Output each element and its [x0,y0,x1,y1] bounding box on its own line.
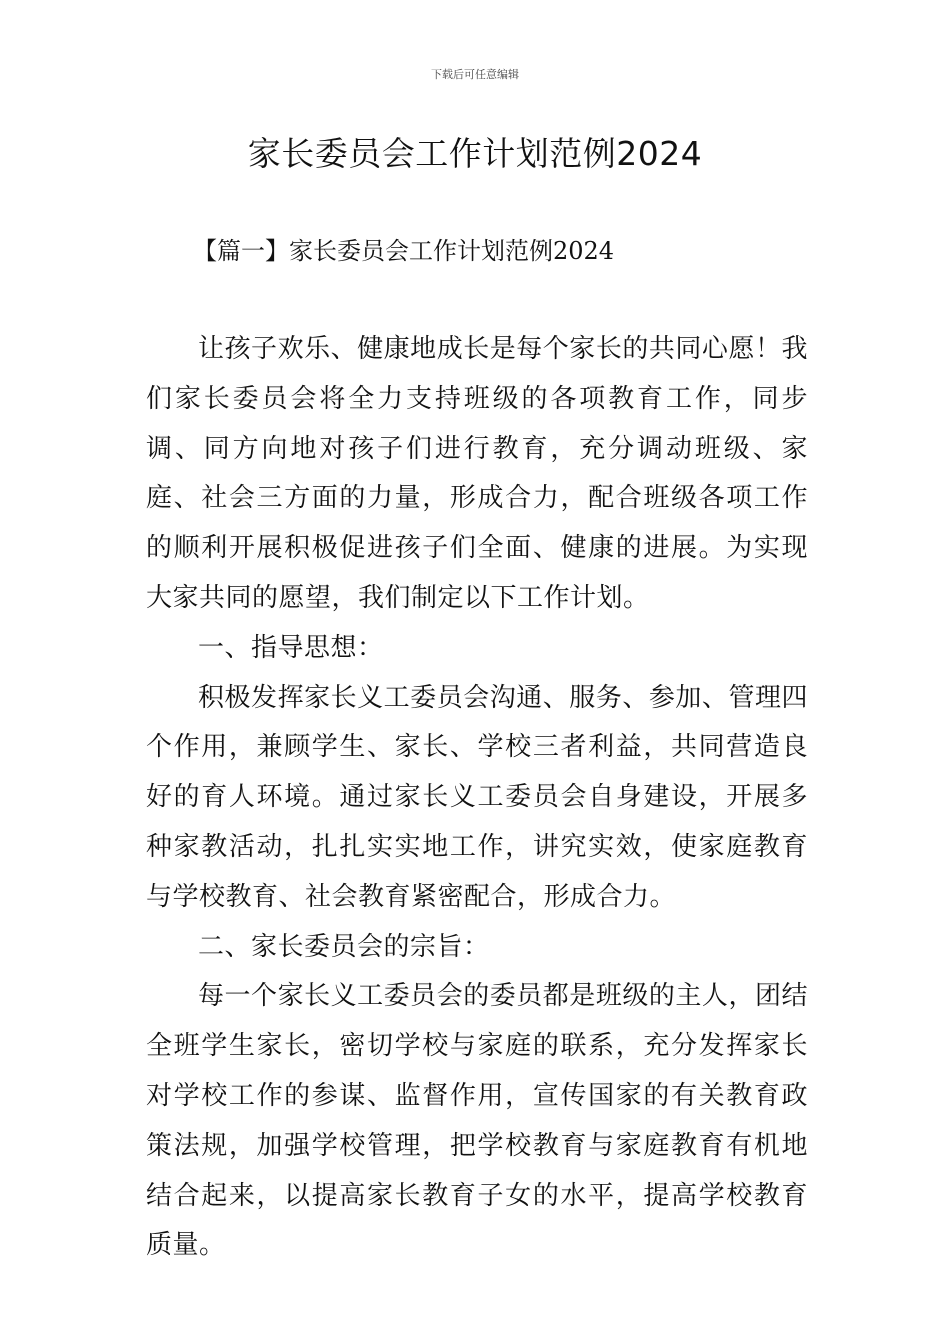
paragraph-committee-purpose: 每一个家长义工委员会的委员都是班级的主人，团结全班学生家长，密切学校与家庭的联系，充分发挥家长对学校工作的参谋、监督作用，宣传国家的有关教育政策法规，加强学校管理，把学校教育与家庭教育有机地结合起来，以提高家长教育子女的水平，提高学校教育质量。 [146,981,808,1261]
document-body [146,325,808,1271]
header-note: 下载后可任意编辑 [431,68,519,81]
heading-guiding-ideology: 一、指导思想： [198,632,384,663]
paragraph-intro: 让孩子欢乐、健康地成长是每个家长的共同心愿！我们家长委员会将全力支持班级的各项教育工作，同步调、同方向地对孩子们进行教育，充分调动班级、家庭、社会三方面的力量，形成合力，配合班级各项工作的顺利开展积极促进孩子们全面、健康的进展。为实现大家共同的愿望，我们制定以下工作计划。 [146,334,808,613]
paragraph-guiding-ideology: 积极发挥家长义工委员会沟通、服务、参加、管理四个作用，兼顾学生、家长、学校三者利益，共同营造良好的育人环境。通过家长义工委员会自身建设，开展多种家教活动，扎扎实实地工作，讲究实效，使家庭教育与学校教育、社会教育紧密配合，形成合力。 [146,682,808,912]
document-title: 家长委员会工作计划范例2024 [247,134,703,173]
section-heading: 【篇一】家长委员会工作计划范例2024 [193,237,615,265]
heading-committee-purpose: 二、家长委员会的宗旨： [198,931,490,962]
